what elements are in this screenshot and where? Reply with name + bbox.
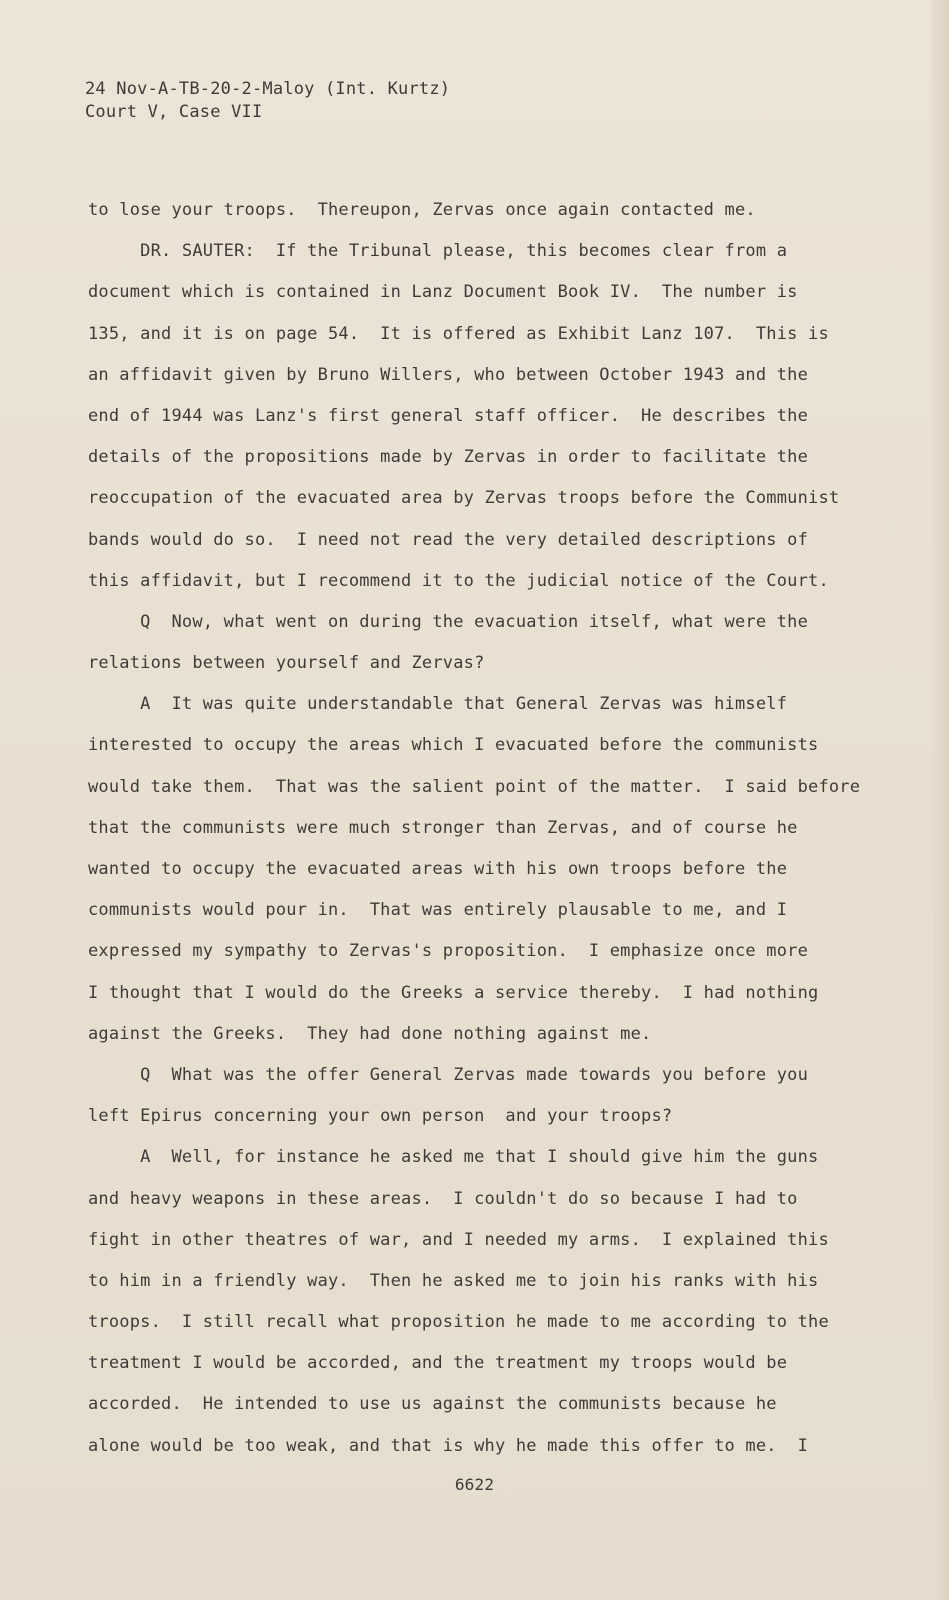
transcript-line: to lose your troops. Thereupon, Zervas once again contacted me.	[88, 200, 756, 220]
transcript-line: I thought that I would do the Greeks a service thereby. I had nothing	[88, 982, 819, 1003]
transcript-line: A Well, for instance he asked me that I should give him the guns	[88, 1147, 819, 1168]
transcript-line: expressed my sympathy to Zervas's proposition. I emphasize once more	[88, 941, 809, 962]
transcript-line: relations between yourself and Zervas?	[88, 653, 485, 674]
transcript-line: communists would pour in. That was entirely plausable to me, and I	[88, 900, 788, 921]
transcript-line: Q What was the offer General Zervas made towards you before you	[88, 1064, 809, 1085]
transcript-line: this affidavit, but I recommend it to the judicial notice of the Court.	[88, 570, 829, 591]
transcript-line: end of 1944 was Lanz's first general staff officer. He describes the	[88, 405, 809, 426]
transcript-line: 135, and it is on page 54. It is offered as Exhibit Lanz 107. This is	[88, 323, 829, 344]
transcript-line: and heavy weapons in these areas. I couldn't do so because I had to	[88, 1188, 798, 1209]
transcript-line: document which is contained in Lanz Document Book IV. The number is	[88, 282, 798, 303]
transcript-line: troops. I still recall what proposition he made to me according to the	[88, 1312, 829, 1333]
transcript-line: that the communists were much stronger than Zervas, and of course he	[88, 817, 798, 838]
transcript-line: fight in other theatres of war, and I needed my arms. I explained this	[88, 1229, 829, 1250]
transcript-line: would take them. That was the salient point of the matter. I said before	[88, 776, 861, 797]
transcript-line: left Epirus concerning your own person and your troops?	[88, 1106, 673, 1127]
transcript-line: details of the propositions made by Zervas in order to facilitate the	[88, 447, 809, 468]
transcript-line: Q Now, what went on during the evacuation itself, what were the	[88, 611, 809, 632]
transcript-line: wanted to occupy the evacuated areas with his own troops before the	[88, 859, 788, 879]
transcript-line: bands would do so. I need not read the very detailed descriptions of	[88, 529, 809, 550]
page-number: 6622	[454, 1475, 495, 1494]
header-court-case: Court V, Case VII	[85, 102, 263, 122]
transcript-line: accorded. He intended to use us against the communists because he	[88, 1394, 777, 1415]
transcript-line: to him in a friendly way. Then he asked me to join his ranks with his	[88, 1270, 819, 1291]
transcript-line: an affidavit given by Bruno Willers, who between October 1943 and the	[88, 364, 809, 385]
document-header	[85, 78, 450, 124]
transcript-line: A It was quite understandable that General Zervas was himself	[88, 694, 788, 715]
transcript-line: DR. SAUTER: If the Tribunal please, this becomes clear from a	[88, 241, 788, 262]
header-reference: 24 Nov-A-TB-20-2-Maloy (Int. Kurtz)	[85, 79, 451, 99]
page-edge	[931, 0, 949, 1600]
transcript-line: interested to occupy the areas which I evacuated before the communists	[88, 735, 819, 756]
transcript-line: treatment I would be accorded, and the treatment my troops would be	[88, 1353, 788, 1374]
transcript-line: against the Greeks. They had done nothing against me.	[88, 1023, 652, 1044]
transcript-line: alone would be too weak, and that is why he made this offer to me. I	[88, 1435, 809, 1456]
transcript-line: reoccupation of the evacuated area by Zervas troops before the Communist	[88, 488, 840, 509]
transcript-body	[88, 190, 861, 1467]
